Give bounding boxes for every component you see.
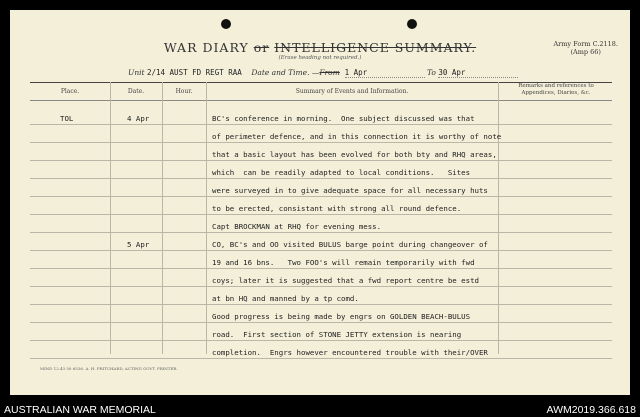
date-entry: 5 Apr	[127, 240, 150, 249]
footer-credit: AUSTRALIAN WAR MEMORIAL	[4, 404, 156, 416]
diary-page	[10, 10, 630, 395]
ruled-line	[30, 232, 612, 233]
summary-line: to be erected, consistant with strong all round defence.	[212, 204, 462, 213]
punch-hole	[221, 19, 231, 29]
ruled-line	[30, 340, 612, 341]
ruled-line	[30, 286, 612, 287]
column-divider	[162, 82, 163, 354]
ruled-line	[30, 142, 612, 143]
to-value: 30 Apr	[438, 68, 518, 78]
ruled-line	[30, 214, 612, 215]
ruled-line	[30, 322, 612, 323]
ruled-line	[30, 250, 612, 251]
summary-line: at bn HQ and manned by a tp comd.	[212, 294, 359, 303]
summary-line: BC's conference in morning. One subject discussed was that	[212, 114, 475, 123]
from-label: From	[319, 68, 340, 77]
summary-line: Good progress is being made by engrs on GOLDEN BEACH-BULUS	[212, 312, 471, 321]
to-label: To	[426, 68, 436, 77]
summary-line: that a basic layout has been evolved for both bty and RHQ areas,	[212, 150, 497, 159]
column-divider	[498, 82, 499, 354]
summary-line: 19 and 16 bns. Two FOO's will remain temporarily with fwd	[212, 258, 475, 267]
ruled-line	[30, 358, 612, 359]
printer-imprint: MIND 12.43 50 6536. A. H. PRITCHARD, ACTING GOVT. PRINTER.	[40, 366, 178, 371]
col-header-place: Place.	[60, 88, 80, 95]
header-divider	[30, 100, 612, 101]
summary-line: of perimeter defence, and in this connection it is worthy of note	[212, 132, 502, 141]
ruled-line	[30, 124, 612, 125]
summary-line: which can be readily adapted to local conditions. Sites	[212, 168, 471, 177]
ruled-line	[30, 160, 612, 161]
summary-line: Capt BROCKMAN at RHQ for evening mess.	[212, 222, 382, 231]
ruled-line	[30, 196, 612, 197]
page-title	[10, 40, 630, 55]
col-header-date: Date.	[127, 88, 145, 95]
summary-line: were surveyed in to give adequate space for all necessary huts	[212, 186, 488, 195]
punch-hole	[407, 19, 417, 29]
title-intelligence-summary: INTELLIGENCE SUMMARY.	[274, 40, 477, 55]
place-value: TOL	[60, 114, 74, 123]
unit-line: Unit 2/14 AUST FD REGT RAA Date and Time. —From 1 Apr To 30 Apr	[128, 68, 518, 78]
form-reference	[553, 40, 618, 56]
unit-label: Unit	[128, 68, 145, 77]
summary-line: coys; later it is suggested that a fwd report centre be estd	[212, 276, 479, 285]
col-header-hour: Hour.	[175, 88, 193, 95]
col-header-remarks: Remarks and references to Appendices, Diaries, &c.	[518, 83, 594, 96]
title-or: or	[253, 40, 270, 55]
unit-value: 2/14 AUST FD REGT RAA	[146, 68, 242, 77]
from-value: 1 Apr	[345, 68, 425, 78]
summary-line: road. First section of STONE JETTY extension is nearing	[212, 330, 462, 339]
erase-note: (Erase heading not required.)	[278, 55, 362, 61]
date-entry: 4 Apr	[127, 114, 150, 123]
column-divider	[110, 82, 111, 354]
ruled-line	[30, 178, 612, 179]
form-ref-line2: (Amp 66)	[570, 48, 601, 56]
ruled-line	[30, 268, 612, 269]
footer-accession: AWM2019.366.618	[546, 404, 636, 416]
ruled-line	[30, 304, 612, 305]
date-time-label: Date and Time.	[251, 68, 310, 77]
column-divider	[206, 82, 207, 354]
summary-line: completion. Engrs however encountered trouble with their/OVER	[212, 348, 488, 357]
title-war-diary: WAR DIARY	[163, 40, 249, 55]
form-ref-line1: Army Form C.2118.	[553, 40, 618, 48]
summary-line: CO, BC's and OO visited BULUS barge point during changeover of	[212, 240, 488, 249]
col-header-summary: Summary of Events and Information.	[295, 88, 409, 95]
